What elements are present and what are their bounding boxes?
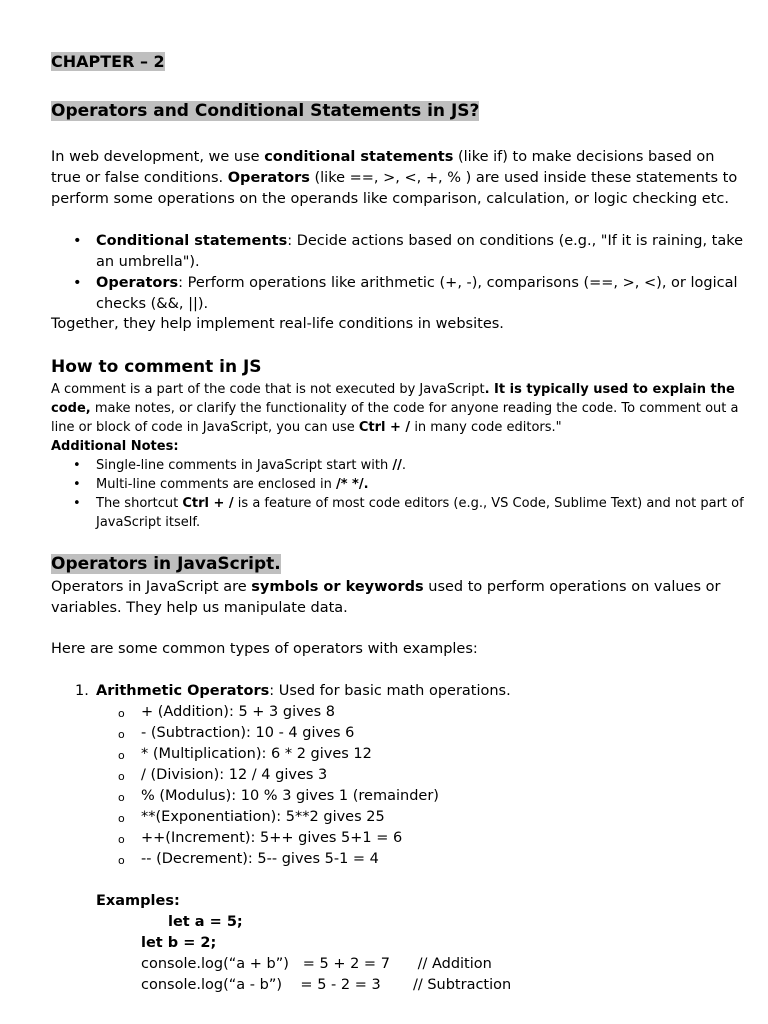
operators-heading: Operators in JavaScript. (51, 554, 281, 574)
bullet-icon: • (73, 275, 82, 291)
bullet-icon: • (73, 458, 81, 473)
circle-bullet-icon: o (118, 707, 125, 720)
operators-paragraph: Operators in JavaScript are symbols or keywords used to perform operations on values or variables. They help us manipulate data. (51, 579, 721, 616)
circle-bullet-icon: o (118, 791, 125, 804)
bullet-icon: • (73, 496, 81, 511)
common-types-sentence: Here are some common types of operators with examples: (51, 641, 478, 657)
circle-bullet-icon: o (118, 854, 125, 867)
intro-bullet-list (51, 231, 746, 315)
comment-paragraph: A comment is a part of the code that is not executed by JavaScript. It is typically used to explain the code, make notes, or clarify the functionality of the code for anyone reading the code. To comment out a line or block of code in JavaScript, you can use Ctrl + / in many code editors." (51, 382, 739, 435)
code-line: console.log(“a - b”) = 5 - 2 = 3 // Subtraction (141, 977, 512, 993)
examples-label: Examples: (96, 893, 180, 909)
list-item: • Single-line comments in JavaScript start with //. (73, 458, 406, 473)
intro-paragraph: In web development, we use conditional statements (like if) to make decisions based on true or false conditions. Operators (like ==, >, <, +, % ) are used inside these statements to perform some operations on the operands like comparison, calculation, or logic checking etc. (51, 149, 738, 207)
code-line: console.log(“a + b”) = 5 + 2 = 7 // Addition (141, 956, 492, 972)
comment-heading: How to comment in JS (51, 357, 262, 377)
list-number: 1. (75, 683, 89, 699)
code-line: let b = 2; (141, 935, 217, 951)
summary-sentence: Together, they help implement real-life conditions in websites. (51, 316, 504, 332)
list-item: • The shortcut Ctrl + / is a feature of most code editors (e.g., VS Code, Sublime Text) and not part of JavaScript itself. (73, 496, 744, 530)
bullet-icon: • (73, 233, 82, 249)
circle-bullet-icon: o (118, 770, 125, 783)
chapter-label: CHAPTER – 2 (51, 52, 165, 71)
bullet-icon: • (73, 477, 81, 492)
list-item: • Multi-line comments are enclosed in /* */. (73, 477, 369, 492)
circle-bullet-icon: o (118, 728, 125, 741)
circle-bullet-icon: o (118, 833, 125, 846)
list-item: • Conditional statements: Decide actions based on conditions (e.g., "If it is raining, take an umbrella"). (73, 233, 744, 270)
circle-bullet-icon: o (118, 812, 125, 825)
notes-label: Additional Notes: (51, 439, 179, 454)
arith-heading: Arithmetic Operators: Used for basic math operations. (96, 683, 511, 699)
page-title: Operators and Conditional Statements in JS? (51, 101, 480, 121)
list-item: • Operators: Perform operations like arithmetic (+, -), comparisons (==, >, <), or logical checks (&&, ||). (73, 275, 738, 312)
circle-bullet-icon: o (118, 749, 125, 762)
code-line: let a = 5; (168, 914, 243, 930)
notes-list (51, 456, 746, 532)
